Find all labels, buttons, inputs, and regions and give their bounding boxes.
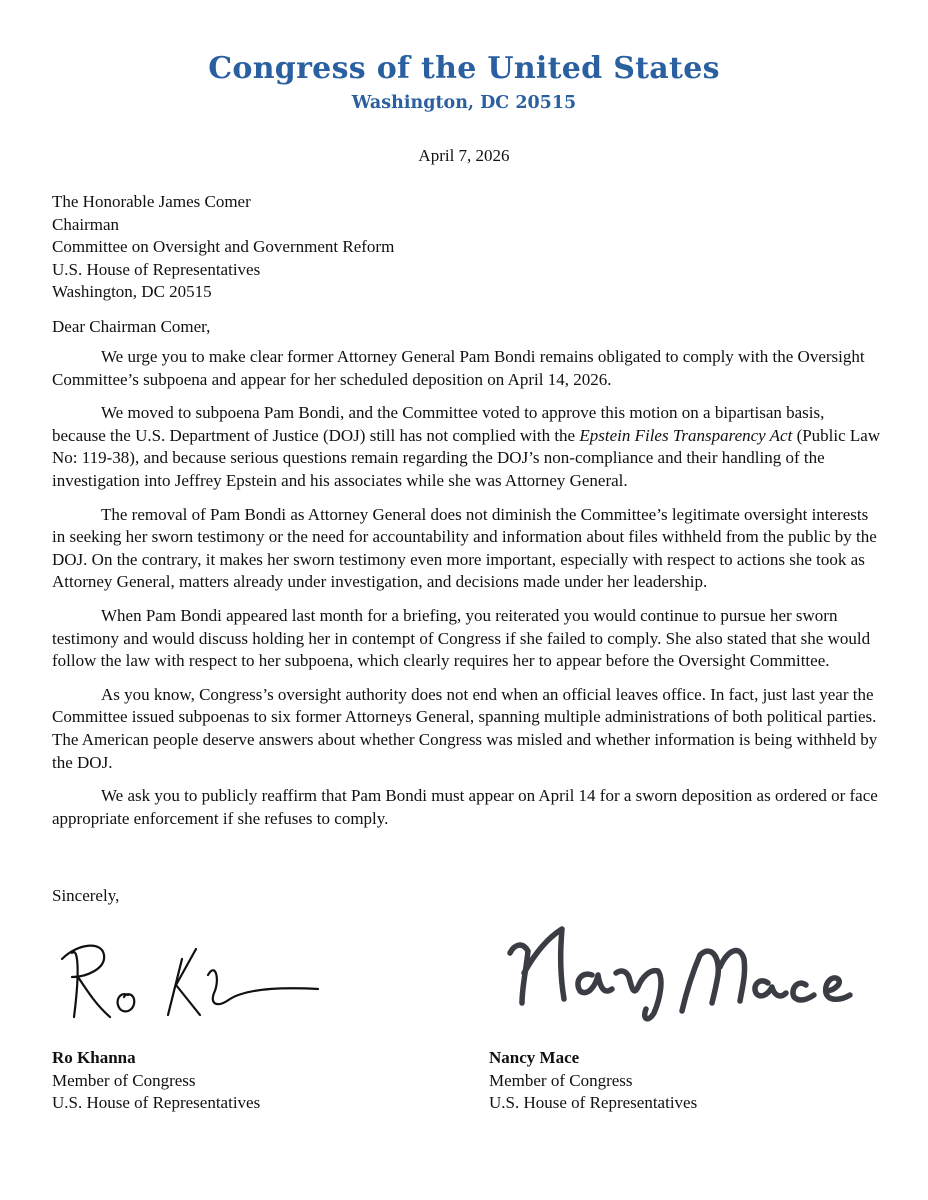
signatory-title: Member of Congress (489, 1070, 633, 1090)
letter-body (52, 346, 882, 841)
signatory-office: U.S. House of Representatives (489, 1093, 698, 1113)
act-title: Epstein Files Transparency Act (579, 425, 793, 445)
signatory-title: Member of Congress (52, 1070, 196, 1090)
recipient-line: Committee on Oversight and Government Reform (52, 237, 395, 257)
recipient-line: The Honorable James Comer (52, 192, 251, 211)
recipient-address (52, 191, 394, 304)
recipient-line: Chairman (52, 214, 120, 234)
letterhead-title: Congress of the United States (208, 51, 720, 86)
recipient-line: Washington, DC 20515 (52, 282, 212, 302)
paragraph-text: We moved to subpoena Pam Bondi, and the Committee voted to approve this motion on a bipartisan basis, because the U.S. Department of Justice (DOJ) still has not complied with the (52, 403, 825, 445)
paragraph-text: (Public Law No: 119-38), and because serious questions remain regarding the DOJ’s non-compliance and their handling of the investigation into Jeffrey Epstein and his associates while she was Attorney General. (52, 425, 881, 490)
body-paragraph-2 (52, 402, 882, 492)
signature-block-mace (489, 1047, 697, 1115)
signatory-name: Ro Khanna (52, 1048, 136, 1067)
body-paragraph-3: The removal of Pam Bondi as Attorney General does not diminish the Committee’s legitimate oversight interests in seeking her sworn testimony or the need for accountability and information about files withheld from the public by the DOJ. On the contrary, it makes her sworn testimony even more important, especially with respect to actions she took as Attorney General, matters already under investigation, and decisions made under her leadership. (52, 504, 877, 592)
signatory-office: U.S. House of Representatives (52, 1093, 261, 1113)
body-paragraph-5: As you know, Congress’s oversight authority does not end when an official leaves office. In fact, just last year the Committee issued subpoenas to six former Attorneys General, spanning multiple administrations of both political parties. The American people deserve answers about whether Congress was misled and whether information is being withheld by the DOJ. (52, 684, 878, 772)
closing: Sincerely, (52, 886, 120, 905)
letterhead-address: Washington, DC 20515 (351, 93, 577, 113)
body-paragraph-1: We urge you to make clear former Attorney General Pam Bondi remains obligated to comply with the Oversight Committee’s subpoena and appear for her scheduled deposition on April 14, 2026. (52, 347, 865, 389)
mace-signature (488, 915, 868, 1035)
letterhead (0, 50, 928, 114)
letter-date: April 7, 2026 (418, 146, 510, 165)
body-paragraph-6: We ask you to publicly reaffirm that Pam Bondi must appear on April 14 for a sworn deposition as ordered or face appropriate enforcement if she refuses to comply. (52, 786, 878, 828)
salutation: Dear Chairman Comer, (52, 317, 211, 336)
recipient-line: U.S. House of Representatives (52, 259, 261, 279)
khanna-signature (50, 925, 340, 1025)
signature-block-khanna (52, 1047, 260, 1115)
signatory-name: Nancy Mace (489, 1048, 580, 1067)
body-paragraph-4: When Pam Bondi appeared last month for a briefing, you reiterated you would continue to pursue her sworn testimony and would discuss holding her in contempt of Congress if she failed to comply. She also stated that she would follow the law with respect to her subpoena, which clearly requires her to appear before the Oversight Committee. (52, 605, 871, 671)
